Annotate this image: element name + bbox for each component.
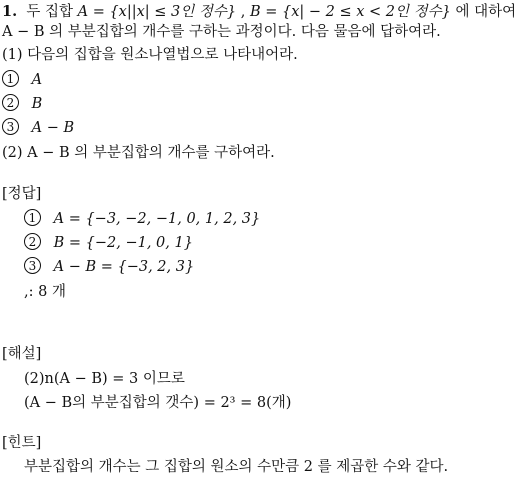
problem-intro-end: 에 대하여 [455,4,517,20]
question-1: (1) 다음의 집합을 원소나열법으로 나타내어라. [2,47,298,63]
circled-number-1: 1 [2,70,19,87]
problem-number: 1. [2,3,18,20]
circled-number-2: 2 [24,233,41,250]
question-item-1 [2,70,42,90]
answer-item-3 [24,257,194,277]
item-label: B [31,96,43,112]
answer-header: [정답] [2,186,42,202]
answer-text: A − B = {−3, 2, 3} [53,259,195,275]
hint-header: [힌트] [2,435,42,451]
explanation-header: [해설] [2,346,42,362]
item-label: A − B [31,120,75,136]
circled-number-2: 2 [2,94,19,111]
answer-text: A = {−3, −2, −1, 0, 1, 2, 3} [53,211,261,227]
answer-item-1 [24,209,260,229]
set-a-definition: A = {x||x| ≤ 3인 정수} [77,4,237,20]
circled-number-3: 3 [2,118,19,135]
question-2: (2) A − B 의 부분집합의 개수를 구하여라. [2,145,275,161]
answer-count: ,: 8 개 [24,284,66,300]
question-item-3 [2,118,74,138]
explanation-line-1: (2)n(A − B) = 3 이므로 [24,371,185,387]
circled-number-1: 1 [24,209,41,226]
answer-item-2 [24,233,193,253]
item-label: A [31,72,43,88]
problem-line-1: 1. 두 집합 A = {x||x| ≤ 3인 정수} , B = {x| − 2 ≤ x < 2인 정수} 에 대하여 [2,3,517,20]
circled-number-3: 3 [24,257,41,274]
question-item-2 [2,94,42,114]
problem-line-2: A − B 의 부분집합의 개수를 구하는 과정이다. 다음 물음에 답하여라. [2,24,441,40]
hint-text: 부분집합의 개수는 그 집합의 원소의 수만큼 2 를 제곱한 수와 같다. [24,459,449,475]
problem-intro: 두 집합 [26,4,73,20]
explanation-line-2: (A − B의 부분집합의 갯수) = 2³ = 8(개) [24,395,292,411]
answer-text: B = {−2, −1, 0, 1} [53,235,193,251]
set-b-definition: B = {x| − 2 ≤ x < 2인 정수} [249,4,451,20]
